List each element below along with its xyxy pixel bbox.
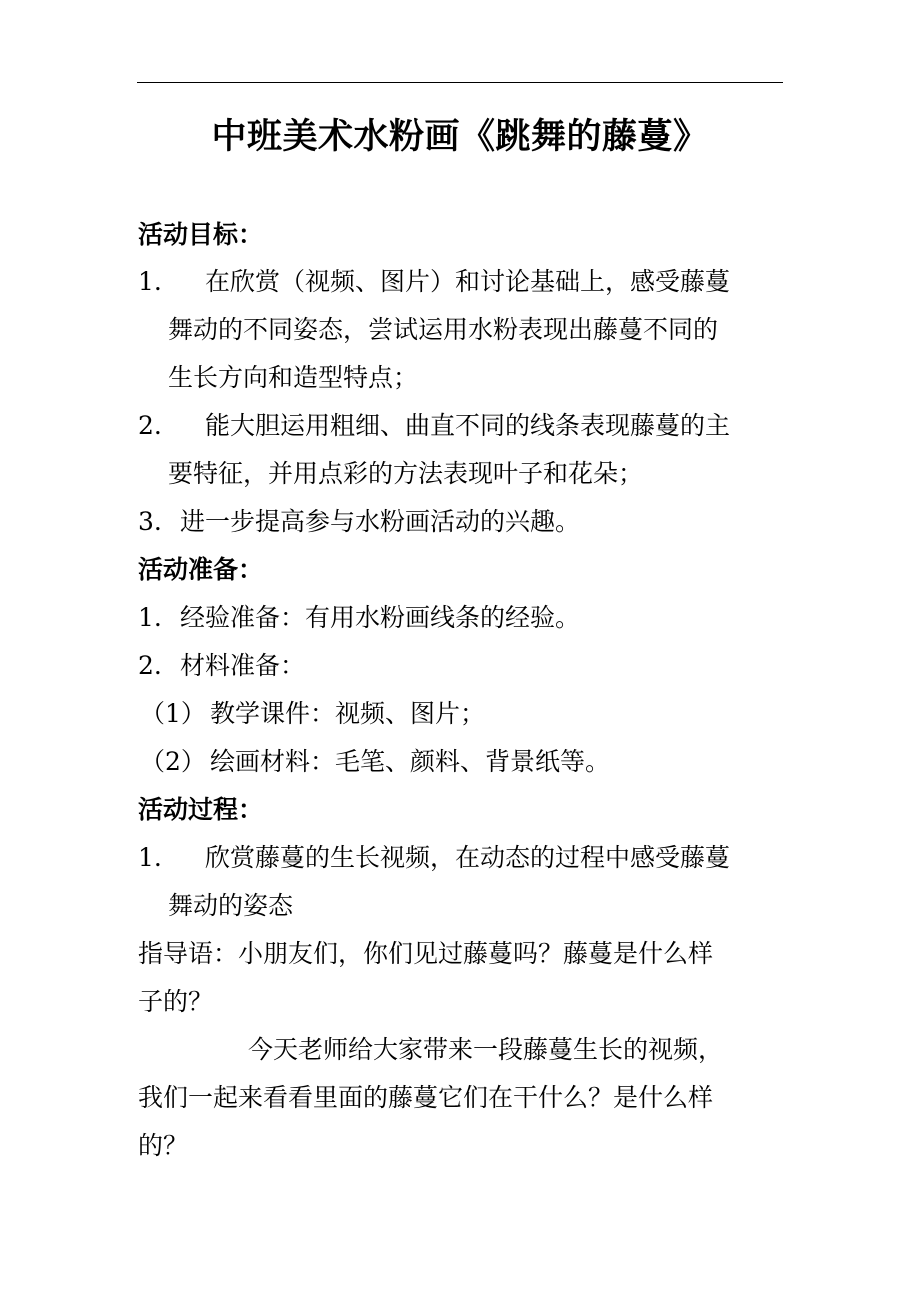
prep-item-2-text: 材料准备： <box>180 651 306 680</box>
prep-item-2-number: 2. <box>138 651 162 680</box>
guide-line-5: 的？ <box>138 1131 189 1160</box>
guide-line-2: 子的？ <box>138 987 214 1016</box>
process-item-1-number: 1. <box>138 843 162 872</box>
goal-item-3-number: 3. <box>138 507 162 536</box>
document-title: 中班美术水粉画《跳舞的藤蔓》 <box>211 116 709 157</box>
guide-line-4: 我们一起来看看里面的藤蔓它们在干什么？是什么样 <box>138 1083 714 1112</box>
prep-item-1-number: 1. <box>138 603 162 632</box>
goal-item-2-number: 2. <box>138 411 162 440</box>
section-heading-prep: 活动准备： <box>138 555 264 584</box>
goal-item-2-line-1: 能大胆运用粗细、曲直不同的线条表现藤蔓的主 <box>205 411 731 440</box>
prep-item-1-text: 经验准备：有用水粉画线条的经验。 <box>180 603 581 632</box>
process-item-1-line-1: 欣赏藤蔓的生长视频，在动态的过程中感受藤蔓 <box>205 843 731 872</box>
goal-item-1-line-1: 在欣赏（视频、图片）和讨论基础上，感受藤蔓 <box>205 267 731 296</box>
process-item-1-line-2: 舞动的姿态 <box>168 891 294 920</box>
goal-item-2-line-2: 要特征，并用点彩的方法表现叶子和花朵； <box>168 459 644 488</box>
prep-subitem-2-number: （2） <box>140 747 206 776</box>
guide-line-1: 指导语：小朋友们，你们见过藤蔓吗？藤蔓是什么样 <box>138 939 714 968</box>
section-heading-goals: 活动目标： <box>138 220 264 249</box>
guide-line-3: 今天老师给大家带来一段藤蔓生长的视频， <box>248 1035 724 1064</box>
goal-item-1-number: 1. <box>138 267 162 296</box>
section-heading-process: 活动过程： <box>138 795 264 824</box>
prep-subitem-2-text: 绘画材料：毛笔、颜料、背景纸等。 <box>210 747 611 776</box>
prep-subitem-1-number: （1） <box>140 699 206 728</box>
header-rule <box>137 82 783 83</box>
goal-item-1-line-3: 生长方向和造型特点； <box>168 363 419 392</box>
goal-item-3-text: 进一步提高参与水粉画活动的兴趣。 <box>180 507 581 536</box>
goal-item-1-line-2: 舞动的不同姿态，尝试运用水粉表现出藤蔓不同的 <box>168 315 719 344</box>
prep-subitem-1-text: 教学课件：视频、图片； <box>210 699 486 728</box>
